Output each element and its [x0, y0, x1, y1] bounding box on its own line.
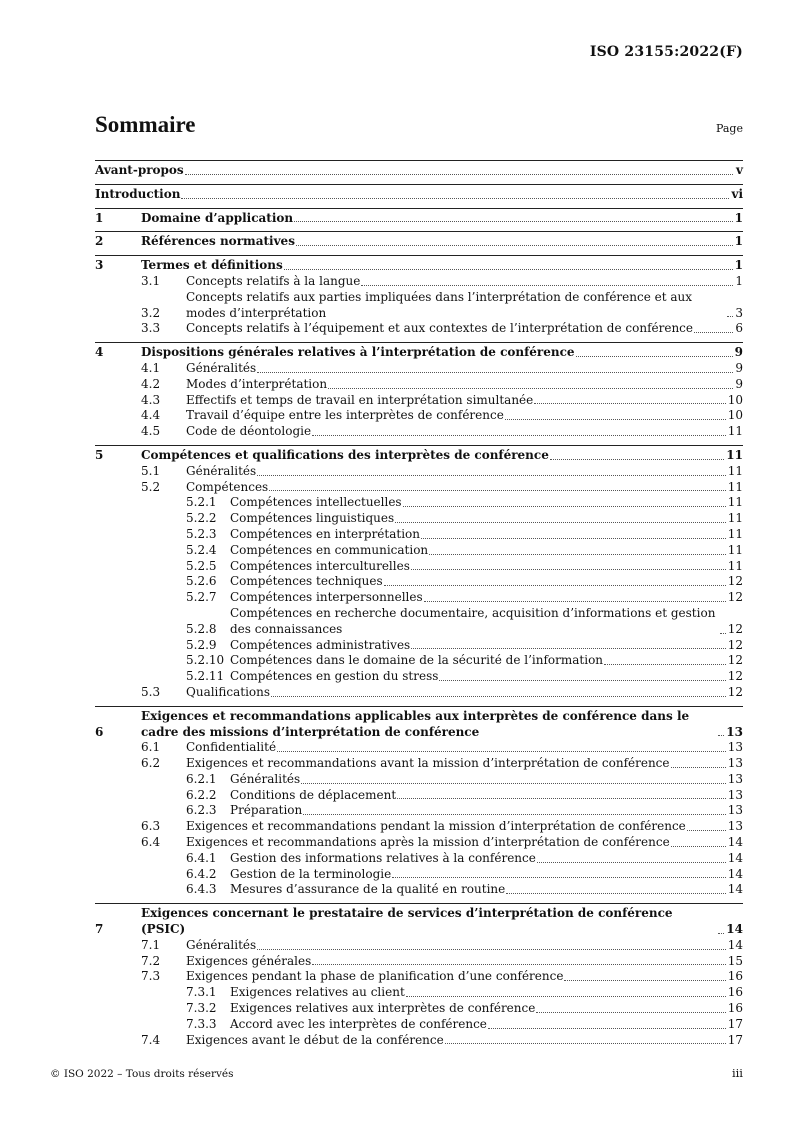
- toc-dot-leader: [328, 388, 733, 389]
- toc-entry-text-wrap: [186, 685, 728, 701]
- toc-entry-text-wrap: [230, 653, 728, 669]
- toc-entry-text-wrap: [186, 321, 735, 337]
- toc-entry[interactable]: [95, 574, 743, 590]
- toc-entry-text-wrap: [186, 274, 735, 290]
- toc-entry-title: Compétences intellectuelles: [230, 495, 402, 510]
- toc-entry-title: Concepts relatifs à la langue: [186, 273, 361, 288]
- toc-entry[interactable]: [95, 559, 743, 575]
- toc-entry[interactable]: [95, 938, 743, 954]
- toc-entry-number: 5.1: [141, 463, 161, 478]
- toc-entry-page: 9: [735, 360, 743, 375]
- toc-entry-text-wrap: [95, 163, 735, 179]
- toc-entry-text-wrap: [186, 740, 728, 756]
- toc-dot-leader: [284, 269, 733, 270]
- toc-entry-page: 13: [726, 724, 743, 739]
- toc-entry-number: 3: [95, 258, 104, 273]
- toc-entry-title: Compétences en interprétation: [230, 526, 420, 541]
- toc-dot-leader: [727, 316, 733, 317]
- toc-entry-text-wrap: [230, 851, 728, 867]
- toc-entry[interactable]: [95, 393, 743, 409]
- toc-entry-text-wrap: [186, 393, 728, 409]
- toc-entry-number: 5: [95, 447, 104, 462]
- toc-dot-leader: [505, 419, 726, 420]
- toc-entry-number: 5.3: [141, 684, 161, 699]
- toc-entry-title: Exigences pendant la phase de planification d’une conférence: [186, 969, 564, 984]
- toc-entry-page: 12: [727, 684, 743, 699]
- toc-entry[interactable]: [95, 408, 743, 424]
- toc-entry[interactable]: [95, 424, 743, 440]
- toc-entry[interactable]: [95, 706, 743, 741]
- toc-entry-number: 5.2.3: [186, 526, 217, 541]
- footer-page-number: iii: [731, 1066, 743, 1080]
- toc-entry-title: Généralités: [186, 937, 257, 952]
- toc-entry-title: Compétences linguistiques: [230, 511, 395, 526]
- toc-dot-leader: [604, 664, 726, 665]
- toc-entry[interactable]: [95, 511, 743, 527]
- toc-entry[interactable]: [95, 851, 743, 867]
- toc-entry[interactable]: [95, 377, 743, 393]
- toc-entry-title: Exigences générales: [186, 953, 312, 968]
- toc-entry[interactable]: [95, 1001, 743, 1017]
- toc-entry-number: 7.3.3: [186, 1016, 217, 1031]
- toc-entry-number: 1: [95, 210, 104, 225]
- toc-entry-text-wrap: [141, 258, 735, 274]
- toc-dot-leader: [429, 554, 726, 555]
- toc-entry-text-wrap: [141, 234, 735, 250]
- toc-entry-title: Code de déontologie: [186, 424, 312, 439]
- toc-entry-title: Confidentialité: [186, 740, 277, 755]
- toc-entry-text-wrap: [186, 290, 735, 322]
- toc-entry-number: 5.2.10: [186, 653, 225, 668]
- toc-entry-text-wrap: [230, 511, 728, 527]
- toc-entry-title: Compétences interculturelles: [230, 558, 410, 573]
- toc-entry[interactable]: [95, 867, 743, 883]
- toc-entry-number: 3.1: [141, 273, 161, 288]
- toc-entry-page: 13: [727, 787, 743, 802]
- toc-dot-leader: [294, 221, 733, 222]
- toc-entry-number: 6.4: [141, 835, 161, 850]
- toc-entry-text-wrap: [186, 377, 735, 393]
- toc-dot-leader: [312, 435, 726, 436]
- toc-entry-title: Exigences et recommandations pendant la mission d’interprétation de conférence: [186, 819, 686, 834]
- toc-entry-page: 11: [727, 463, 743, 478]
- toc-entry[interactable]: [95, 208, 743, 227]
- toc-entry-page: 14: [727, 882, 743, 897]
- toc-entry-page: 14: [726, 922, 743, 937]
- toc-entry-text-wrap: [186, 361, 735, 377]
- toc-entry-title: Préparation: [230, 803, 303, 818]
- toc-entry-page: 1: [734, 258, 743, 273]
- toc-entry-page: 11: [727, 511, 743, 526]
- toc-entry-title: Gestion des informations relatives à la conférence: [230, 850, 536, 865]
- toc-entry-number: 5.2.2: [186, 511, 217, 526]
- toc-dot-leader: [564, 980, 725, 981]
- toc-dot-leader: [296, 245, 733, 246]
- toc-entry-page: 16: [727, 985, 743, 1000]
- toc-entry-title: Compétences en recherche documentaire, acquisition d’informations et gestion des connaissances: [230, 605, 716, 636]
- footer-copyright: © ISO 2022 – Tous droits réservés: [50, 1068, 234, 1080]
- toc-entry[interactable]: [95, 954, 743, 970]
- toc-entry-text-wrap: [230, 543, 728, 559]
- toc-entry[interactable]: [95, 495, 743, 511]
- toc-entry-title: Exigences avant le début de la conférence: [186, 1032, 444, 1047]
- toc-entry-page: 10: [727, 408, 743, 423]
- toc-entry-number: 5.2.9: [186, 637, 217, 652]
- toc-entry-page: 14: [727, 850, 743, 865]
- toc-entry-page: 9: [735, 376, 743, 391]
- toc-entry-page: 11: [727, 526, 743, 541]
- toc-entry[interactable]: [95, 590, 743, 606]
- toc-entry-text-wrap: [186, 969, 728, 985]
- page-column-label: Page: [715, 122, 743, 135]
- toc-entry-title: Exigences et recommandations avant la mission d’interprétation de conférence: [186, 756, 670, 771]
- toc-entry-number: 5.2.1: [186, 495, 217, 510]
- toc-entry-text-wrap: [230, 788, 728, 804]
- toc-entry[interactable]: [95, 803, 743, 819]
- toc-dot-leader: [411, 648, 726, 649]
- toc-dot-leader: [687, 830, 726, 831]
- toc-dot-leader: [384, 585, 726, 586]
- toc-entry-text-wrap: [230, 867, 728, 883]
- toc-entry-page: 3: [735, 305, 743, 320]
- toc-entry-page: 12: [727, 637, 743, 652]
- toc-dot-leader: [257, 372, 733, 373]
- toc-entry-number: 7.2: [141, 953, 161, 968]
- toc-entry-number: 4.1: [141, 360, 161, 375]
- toc-entry-title: Introduction: [95, 186, 181, 201]
- toc-entry-text-wrap: [141, 709, 726, 741]
- toc-entry-text-wrap: [230, 590, 728, 606]
- toc-entry-number: 5.2.8: [186, 621, 217, 636]
- toc-dot-leader: [671, 767, 726, 768]
- toc-entry-number: 2: [95, 234, 104, 249]
- toc-entry-page: v: [736, 163, 743, 177]
- toc-entry-title: Compétences en communication: [230, 542, 429, 557]
- toc-entry-title: Compétences techniques: [230, 574, 383, 589]
- toc-entry[interactable]: [95, 361, 743, 377]
- toc-entry-page: 14: [727, 937, 743, 952]
- toc-entry-text-wrap: [141, 211, 735, 227]
- toc-entry-title: Exigences et recommandations après la mission d’interprétation de conférence: [186, 835, 670, 850]
- toc-entry[interactable]: [95, 756, 743, 772]
- toc-entry[interactable]: [95, 903, 743, 938]
- toc-entry-text-wrap: [230, 559, 728, 575]
- toc-header: [95, 112, 743, 138]
- toc-entry-page: 10: [727, 392, 743, 407]
- toc-entry-page: 1: [734, 210, 743, 225]
- toc-entry[interactable]: [95, 321, 743, 337]
- toc-entry-page: 12: [727, 590, 743, 605]
- toc-entry-text-wrap: [230, 638, 728, 654]
- toc-entry-page: 12: [727, 574, 743, 589]
- toc-entry-text-wrap: [230, 803, 728, 819]
- toc-entry-text-wrap: [230, 574, 728, 590]
- toc-entry-title: Concepts relatifs aux parties impliquées dans l’interprétation de conférence et aux modes d’interprétation: [186, 289, 693, 320]
- toc-entry-title: Généralités: [230, 771, 301, 786]
- toc-dot-leader: [406, 996, 726, 997]
- toc-entry-text-wrap: [186, 1033, 728, 1049]
- toc-entry[interactable]: [95, 274, 743, 290]
- toc-entry[interactable]: [95, 606, 743, 638]
- toc-entry-title: Avant-propos: [95, 163, 184, 177]
- toc-entry-page: 15: [727, 953, 743, 968]
- toc-entry-text-wrap: [186, 954, 728, 970]
- header-document-code: ISO 23155:2022(F): [589, 44, 743, 60]
- toc-dot-leader: [718, 933, 724, 934]
- toc-entry-number: 6: [95, 724, 104, 739]
- toc-entry-title: Compétences interpersonnelles: [230, 590, 423, 605]
- toc-entry-number: 6.1: [141, 740, 161, 755]
- toc-entry-title: Généralités: [186, 463, 257, 478]
- toc-entry[interactable]: [95, 1017, 743, 1033]
- toc-entry-page: 16: [727, 969, 743, 984]
- toc-entry[interactable]: [95, 669, 743, 685]
- toc-entry-number: 4.4: [141, 408, 161, 423]
- toc-entry-number: 7.1: [141, 937, 161, 952]
- toc-title: Sommaire: [95, 112, 196, 137]
- toc-dot-leader: [403, 506, 726, 507]
- toc-entry-page: 11: [727, 424, 743, 439]
- toc-entry[interactable]: [95, 231, 743, 250]
- toc-entry-number: 5.2.6: [186, 574, 217, 589]
- toc-entry-title: Références normatives: [141, 234, 295, 249]
- toc-entry-title: Accord avec les interprètes de conférence: [230, 1016, 487, 1031]
- toc-entry-number: 7.3: [141, 969, 161, 984]
- toc-dot-leader: [185, 174, 733, 175]
- toc-entry[interactable]: [95, 985, 743, 1001]
- toc-entry-text-wrap: [186, 464, 728, 480]
- toc-entry[interactable]: [95, 184, 743, 203]
- toc-entry-text-wrap: [186, 408, 728, 424]
- toc-entry-text-wrap: [230, 772, 728, 788]
- toc-entry-number: 6.4.1: [186, 850, 217, 865]
- toc-entry-number: 4.3: [141, 392, 161, 407]
- toc-dot-leader: [303, 814, 725, 815]
- toc-entry-text-wrap: [141, 906, 726, 938]
- toc-entry-number: 4.5: [141, 424, 161, 439]
- toc-entry-number: 3.2: [141, 305, 161, 320]
- toc-entry-text-wrap: [230, 669, 728, 685]
- toc-entry[interactable]: [95, 543, 743, 559]
- toc-entry-title: Généralités: [186, 360, 257, 375]
- toc-entry-title: Termes et définitions: [141, 258, 283, 273]
- toc-entry[interactable]: [95, 969, 743, 985]
- toc-dot-leader: [720, 633, 726, 634]
- toc-entry-page: 16: [727, 1001, 743, 1016]
- toc-entry-page: 14: [727, 835, 743, 850]
- toc-entry-title: Concepts relatifs à l’équipement et aux contextes de l’interprétation de conférence: [186, 321, 694, 336]
- toc-dot-leader: [395, 522, 726, 523]
- toc-entry-title: Compétences en gestion du stress: [230, 669, 439, 684]
- toc-entry-title: Travail d’équipe entre les interprètes de conférence: [186, 408, 504, 423]
- toc-entry-page: 12: [727, 669, 743, 684]
- toc-entry-page: 1: [734, 234, 743, 249]
- toc-entry-title: Compétences et qualifications des interprètes de conférence: [141, 447, 549, 462]
- toc-entry-page: 9: [734, 345, 743, 360]
- toc-entry-number: 5.2.7: [186, 590, 217, 605]
- toc-entry-text-wrap: [141, 448, 726, 464]
- toc-entry[interactable]: [95, 772, 743, 788]
- toc-entry-number: 6.3: [141, 819, 161, 834]
- toc-entry[interactable]: [95, 788, 743, 804]
- toc-entry-text-wrap: [95, 187, 731, 203]
- toc-entry-page: 17: [727, 1016, 743, 1031]
- toc-entry[interactable]: [95, 638, 743, 654]
- toc-entry-number: 4.2: [141, 376, 161, 391]
- toc-entry-page: 13: [727, 819, 743, 834]
- toc-entry[interactable]: [95, 740, 743, 756]
- toc-entry[interactable]: [95, 1033, 743, 1049]
- toc-entry[interactable]: [95, 464, 743, 480]
- toc-entry-text-wrap: [186, 424, 728, 440]
- toc-entry-text-wrap: [230, 985, 728, 1001]
- toc-entry-page: vi: [731, 186, 743, 201]
- toc-entry-title: Dispositions générales relatives à l’interprétation de conférence: [141, 345, 575, 360]
- table-of-contents: [95, 155, 743, 1048]
- toc-entry-text-wrap: [186, 756, 728, 772]
- toc-entry-text-wrap: [230, 606, 728, 638]
- toc-dot-leader: [537, 862, 726, 863]
- toc-dot-leader: [301, 783, 726, 784]
- toc-dot-leader: [694, 332, 733, 333]
- toc-entry-number: 5.2.4: [186, 542, 217, 557]
- toc-dot-leader: [488, 1028, 726, 1029]
- toc-entry[interactable]: [95, 835, 743, 851]
- toc-dot-leader: [671, 846, 726, 847]
- toc-entry-number: 6.4.3: [186, 882, 217, 897]
- toc-dot-leader: [269, 490, 726, 491]
- toc-entry-page: 11: [727, 479, 743, 494]
- toc-dot-leader: [439, 680, 725, 681]
- toc-entry-page: 13: [727, 740, 743, 755]
- toc-entry-number: 6.2.3: [186, 803, 217, 818]
- toc-dot-leader: [534, 403, 725, 404]
- toc-entry-page: 13: [727, 771, 743, 786]
- toc-dot-leader: [397, 798, 726, 799]
- toc-dot-leader: [550, 459, 724, 460]
- toc-entry-title: Compétences administratives: [230, 637, 411, 652]
- toc-dot-leader: [277, 751, 726, 752]
- toc-entry-page: 13: [727, 803, 743, 818]
- toc-dot-leader: [718, 735, 724, 736]
- toc-entry[interactable]: [95, 685, 743, 701]
- toc-entry-title: Qualifications: [186, 684, 271, 699]
- toc-entry-title: Compétences dans le domaine de la sécurité de l’information: [230, 653, 604, 668]
- toc-dot-leader: [271, 696, 726, 697]
- toc-entry-number: 7.3.1: [186, 985, 217, 1000]
- toc-entry-title: Conditions de déplacement: [230, 787, 397, 802]
- toc-entry-title: Mesures d’assurance de la qualité en routine: [230, 882, 506, 897]
- toc-entry[interactable]: [95, 290, 743, 322]
- toc-entry-number: 6.2.2: [186, 787, 217, 802]
- toc-entry-text-wrap: [230, 495, 728, 511]
- toc-entry-page: 11: [727, 495, 743, 510]
- toc-entry-number: 6.4.2: [186, 866, 217, 881]
- toc-entry-number: 5.2.5: [186, 558, 217, 573]
- toc-entry-number: 5.2.11: [186, 669, 225, 684]
- toc-entry[interactable]: [95, 160, 743, 179]
- toc-entry-page: 6: [735, 321, 743, 336]
- toc-entry-number: 4: [95, 345, 104, 360]
- toc-dot-leader: [257, 949, 726, 950]
- toc-entry[interactable]: [95, 819, 743, 835]
- toc-entry[interactable]: [95, 527, 743, 543]
- toc-entry-number: 6.2: [141, 756, 161, 771]
- toc-dot-leader: [536, 1012, 725, 1013]
- toc-entry-title: Effectifs et temps de travail en interprétation simultanée: [186, 392, 534, 407]
- toc-dot-leader: [392, 877, 726, 878]
- toc-entry-number: 5.2: [141, 479, 161, 494]
- toc-entry-title: Exigences relatives aux interprètes de conférence: [230, 1001, 536, 1016]
- toc-entry[interactable]: [95, 255, 743, 274]
- toc-entry-page: 11: [727, 558, 743, 573]
- toc-entry-text-wrap: [230, 1017, 728, 1033]
- toc-entry-title: Domaine d’application: [141, 210, 294, 225]
- toc-entry-page: 14: [727, 866, 743, 881]
- toc-entry-text-wrap: [186, 819, 728, 835]
- toc-entry-number: 7: [95, 922, 104, 937]
- toc-entry-page: 12: [727, 653, 743, 668]
- toc-dot-leader: [506, 893, 725, 894]
- toc-entry[interactable]: [95, 653, 743, 669]
- toc-entry-text-wrap: [186, 480, 728, 496]
- toc-dot-leader: [445, 1043, 726, 1044]
- toc-entry[interactable]: [95, 445, 743, 464]
- toc-entry-number: 7.4: [141, 1032, 161, 1047]
- toc-entry-title: Exigences et recommandations applicables aux interprètes de conférence dans le cadre des missions d’interprétation de conférence: [141, 708, 690, 739]
- toc-entry-page: 12: [727, 621, 743, 636]
- toc-entry-text-wrap: [230, 882, 728, 898]
- toc-dot-leader: [181, 198, 729, 199]
- toc-entry-page: 13: [727, 756, 743, 771]
- toc-entry-page: 11: [726, 447, 743, 462]
- toc-entry-page: 1: [735, 273, 743, 288]
- toc-entry-text-wrap: [230, 527, 728, 543]
- toc-entry-text-wrap: [186, 938, 728, 954]
- toc-entry[interactable]: [95, 480, 743, 496]
- toc-dot-leader: [361, 285, 733, 286]
- toc-entry-text-wrap: [230, 1001, 728, 1017]
- toc-entry-number: 7.3.2: [186, 1001, 217, 1016]
- toc-entry-title: Modes d’interprétation: [186, 376, 328, 391]
- toc-entry-text-wrap: [186, 835, 728, 851]
- toc-dot-leader: [257, 475, 726, 476]
- toc-entry-number: 6.2.1: [186, 771, 217, 786]
- toc-entry[interactable]: [95, 342, 743, 361]
- toc-dot-leader: [421, 538, 726, 539]
- toc-entry-page: 11: [727, 542, 743, 557]
- toc-entry-title: Exigences relatives au client: [230, 985, 405, 1000]
- toc-entry-title: Exigences concernant le prestataire de services d’interprétation de conférence (PSIC): [141, 906, 673, 937]
- toc-entry-page: 17: [727, 1032, 743, 1047]
- toc-dot-leader: [576, 356, 733, 357]
- toc-entry-number: 3.3: [141, 321, 161, 336]
- toc-entry-title: Gestion de la terminologie: [230, 866, 392, 881]
- toc-entry-title: Compétences: [186, 479, 269, 494]
- toc-dot-leader: [312, 964, 725, 965]
- toc-dot-leader: [424, 601, 726, 602]
- toc-entry-text-wrap: [141, 345, 735, 361]
- toc-entry[interactable]: [95, 882, 743, 898]
- toc-dot-leader: [411, 569, 726, 570]
